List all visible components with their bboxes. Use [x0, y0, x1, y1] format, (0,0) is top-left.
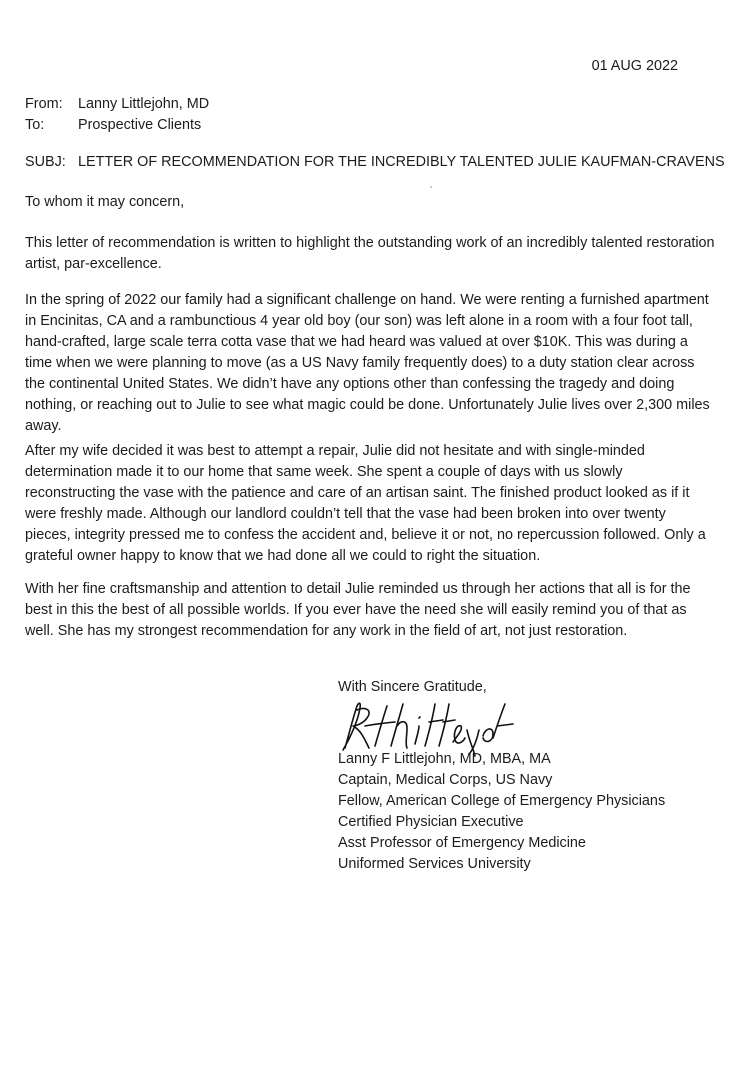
signer-title: Asst Professor of Emergency Medicine [338, 835, 586, 851]
from-value: Lanny Littlejohn, MD [78, 96, 210, 112]
signer-title: Fellow, American College of Emergency Physicians [338, 793, 666, 809]
to-value: Prospective Clients [78, 117, 202, 133]
signer-title: Captain, Medical Corps, US Navy [338, 772, 553, 788]
salutation: To whom it may concern, [25, 194, 185, 210]
to-row [25, 115, 209, 136]
body-paragraph: In the spring of 2022 our family had a significant challenge on hand. We were renting a furnished apartment in Encinitas, CA and a rambunctious 4 year old boy (our son) was left alone in a room with a four foot tall, hand-crafted, large scale terra cotta vase that we had heard was valued at over $10K. This was during a time when we were planning to move (as a US Navy family frequently does) to a duty station clear across the continental United States. We didn’t have any options other than confessing the tragedy and doing nothing, or reaching out to Julie to see what magic could be done. Unfortunately Julie lives over 2,300 miles away. [25, 292, 710, 434]
letter-date: 01 AUG 2022 [591, 58, 678, 74]
from-label: From: [25, 96, 63, 112]
signer-title: Certified Physician Executive [338, 814, 524, 830]
from-row [25, 94, 209, 115]
to-label: To: [25, 117, 45, 133]
letter-header [25, 94, 209, 136]
signer-affiliation: Uniformed Services University [338, 856, 531, 872]
signature-block [338, 749, 665, 875]
body-paragraph: This letter of recommendation is written to highlight the outstanding work of an incredibly talented restoration artist, par-excellence. [25, 235, 715, 272]
subject-value: LETTER OF RECOMMENDATION FOR THE INCREDIBLY TALENTED JULIE KAUFMAN-CRAVENS [78, 154, 725, 170]
subject-line [25, 152, 725, 173]
signer-name: Lanny F Littlejohn, MD, MBA, MA [338, 751, 551, 767]
body-paragraph: After my wife decided it was best to attempt a repair, Julie did not hesitate and with single-minded determination made it to our home that same week. She spent a couple of days with us slowly reconstructing the vase with the patience and care of an artisan saint. The finished product looked as if it were freshly made. Although our landlord couldn’t tell that the vase had been broken into over twenty pieces, integrity pressed me to confess the accident and, believe it or not, no repercussion followed. Only a grateful owner happy to know that we had done all we could to right the situation. [25, 443, 706, 564]
closing: With Sincere Gratitude, [338, 679, 487, 695]
body-paragraph: With her fine craftsmanship and attention to detail Julie reminded us through her actions that all is for the best in this the best of all possible worlds. If you ever have the need she will easily remind you of that as well. She has my strongest recommendation for any work in the field of art, not just restoration. [25, 581, 691, 639]
subject-label: SUBJ: [25, 154, 66, 170]
scan-speck [430, 186, 432, 188]
